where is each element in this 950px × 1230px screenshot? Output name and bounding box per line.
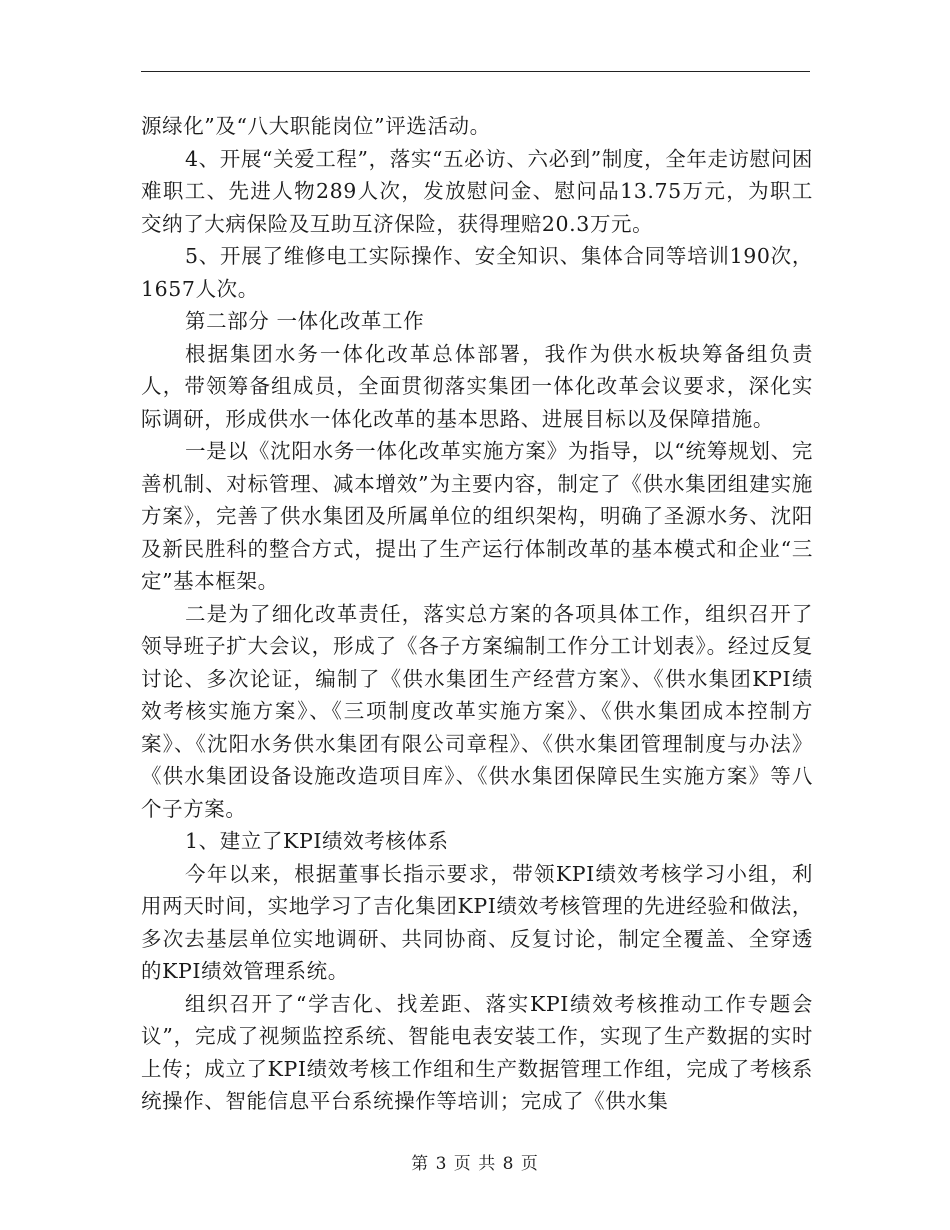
document-body	[141, 110, 813, 1118]
section-heading: 第二部分 一体化改革工作	[185, 309, 425, 333]
paragraph: 二是为了细化改革责任，落实总方案的各项具体工作，组织召开了领导班子扩大会议，形成了《各子方案编制工作分工计划表》。经过反复讨论、多次论证，编制了《供水集团生产经营方案》、《供水集团KPI绩效考核实施方案》、《三项制度改革实施方案》、《供水集团成本控制方案》、《沈阳水务供水集团有限公司章程》、《供水集团管理制度与办法》《供水集团设备设施改造项目库》、《供水集团保障民生实施方案》等八个子方案。	[141, 601, 813, 821]
header-rule	[141, 71, 810, 72]
paragraph: 今年以来，根据董事长指示要求，带领KPI绩效考核学习小组，利用两天时间，实地学习了吉化集团KPI绩效考核管理的先进经验和做法，多次去基层单位实地调研、共同协商、反复讨论，制定全覆盖、全穿透的KPI绩效管理系统。	[141, 861, 814, 983]
subsection-heading: 1、建立了KPI绩效考核体系	[185, 829, 449, 853]
page-number: 第 3 页 共 8 页	[411, 1154, 539, 1174]
paragraph: 根据集团水务一体化改革总体部署，我作为供水板块筹备组负责人，带领筹备组成员，全面贯彻落实集团一体化改革会议要求，深化实际调研，形成供水一体化改革的基本思路、进展目标以及保障措施。	[141, 341, 813, 431]
paragraph: 5、开展了维修电工实际操作、安全知识、集体合同等培训190次，1657人次。	[141, 244, 813, 301]
paragraph: 4、开展“关爱工程”，落实“五必访、六必到”制度，全年走访慰问困难职工、先进人物289人次，发放慰问金、慰问品13.75万元，为职工交纳了大病保险及互助互济保险，获得理赔20.3万元。	[141, 146, 813, 236]
paragraph: 一是以《沈阳水务一体化改革实施方案》为指导，以“统筹规划、完善机制、对标管理、减本增效”为主要内容，制定了《供水集团组建实施方案》，完善了供水集团及所属单位的组织架构，明确了圣源水务、沈阳及新民胜科的整合方式，提出了生产运行体制改革的基本模式和企业“三定”基本框架。	[141, 439, 813, 593]
paragraph: 组织召开了“学吉化、找差距、落实KPI绩效考核推动工作专题会议”，完成了视频监控系统、智能电表安装工作，实现了生产数据的实时上传；成立了KPI绩效考核工作组和生产数据管理工作组，完成了考核系统操作、智能信息平台系统操作等培训；完成了《供水集	[141, 991, 814, 1113]
paragraph: 源绿化”及“八大职能岗位”评选活动。	[141, 114, 491, 138]
